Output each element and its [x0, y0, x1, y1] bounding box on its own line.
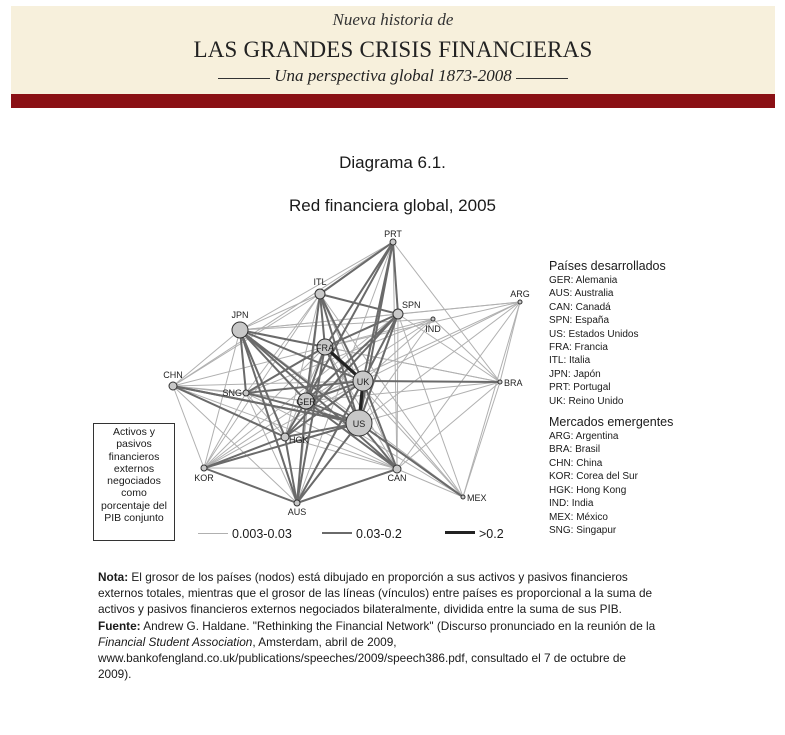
node-circle	[393, 309, 403, 319]
node-label: FRA	[316, 343, 334, 353]
emerging-legend-item: IND: India	[549, 498, 594, 510]
edge-medium-us-mex	[359, 423, 463, 497]
diagram-number: Diagrama 6.1.	[339, 153, 446, 172]
node-mex	[461, 493, 487, 503]
node-circle	[281, 433, 289, 441]
edge-medium-prt-itl	[320, 242, 393, 294]
edge-thin-bra-prt	[393, 242, 500, 382]
node-label: ARG	[510, 289, 530, 299]
node-prt	[384, 229, 402, 245]
measure-note-line: Activos y	[112, 426, 155, 438]
thick-line-swatch	[445, 531, 475, 534]
source-italic: Financial Student Association	[98, 634, 253, 649]
emerging-legend-item: KOR: Corea del Sur	[549, 471, 638, 483]
node-fra	[316, 339, 334, 355]
emerging-heading: Mercados emergentes	[549, 415, 674, 430]
measure-note-box	[93, 423, 175, 541]
node-circle	[201, 465, 207, 471]
thick-label: >0.2	[479, 527, 504, 541]
measure-note-line: externos	[113, 462, 155, 475]
node-label: MEX	[467, 493, 487, 503]
node-label: SNG	[222, 388, 242, 398]
measure-note-line: financieros	[108, 450, 160, 463]
node-label: KOR	[194, 473, 214, 483]
node-circle	[393, 465, 401, 473]
source-label: Fuente:	[98, 618, 141, 633]
node-label: SPN	[402, 300, 421, 310]
source-pre: Andrew G. Haldane. "Rethinking the Financial Network" (Discurso pronunciado en la reunión de la	[140, 618, 656, 633]
measure-note-line: PIB conjunto	[104, 512, 164, 525]
node-label: BRA	[504, 378, 523, 388]
node-label: ITL	[313, 277, 327, 287]
developed-legend-item: JPN: Japón	[549, 368, 601, 380]
header-subtitle-top: Nueva historia de	[332, 10, 454, 29]
developed-legend-item: UK: Reino Unido	[549, 395, 624, 407]
node-label: HGK	[289, 435, 309, 445]
weight-legend-medium	[322, 527, 402, 541]
thin-label: 0.003-0.03	[232, 527, 292, 541]
note-label: Nota:	[98, 570, 129, 584]
node-circle	[315, 289, 325, 299]
developed-list	[549, 274, 673, 408]
note-paragraph	[98, 569, 658, 618]
developed-legend-item: SPN: España	[549, 315, 610, 327]
node-circle	[232, 322, 248, 338]
developed-legend-item: CAN: Canadá	[549, 301, 611, 313]
node-label: US	[352, 419, 366, 429]
node-circle	[390, 239, 396, 245]
header-subtitle-text: Una perspectiva global 1873-2008	[274, 66, 512, 85]
node-circle	[169, 382, 177, 390]
measure-note-line: porcentaje del	[101, 499, 167, 512]
node-circle	[243, 390, 249, 396]
emerging-legend-item: BRA: Brasil	[549, 444, 601, 456]
node-label: PRT	[384, 229, 402, 239]
measure-note-line: negociados	[107, 475, 161, 488]
developed-legend-item: US: Estados Unidos	[549, 328, 639, 340]
node-label: CAN	[387, 473, 407, 483]
weight-legend-thin	[198, 527, 292, 541]
edge-thin-arg-uk	[363, 302, 520, 381]
developed-legend-item: FRA: Francia	[549, 342, 608, 354]
node-jpn	[231, 310, 248, 338]
node-itl	[313, 277, 326, 299]
diagram-title: Red financiera global, 2005	[289, 196, 496, 215]
emerging-legend-item: MEX: México	[549, 511, 608, 523]
edge-medium-uk-bra	[363, 381, 500, 382]
medium-label: 0.03-0.2	[356, 527, 402, 541]
medium-line-swatch	[322, 532, 352, 534]
edge-thin-mex-uk	[363, 381, 463, 497]
edge-thin-arg-mex	[463, 302, 520, 497]
node-can	[387, 465, 406, 483]
weight-legend-thick	[445, 527, 504, 541]
edge-thin-can-spn	[397, 314, 398, 469]
node-circle	[498, 380, 502, 384]
network-edges	[173, 242, 520, 503]
node-aus	[288, 500, 307, 517]
emerging-legend-item: HGK: Hong Kong	[549, 484, 627, 496]
measure-note-line: como	[121, 487, 147, 500]
node-circle	[461, 495, 465, 499]
node-label: UK	[356, 377, 370, 387]
node-circle	[518, 300, 522, 304]
emerging-list	[549, 430, 673, 537]
node-arg	[510, 289, 530, 304]
developed-legend-item: ITL: Italia	[549, 355, 591, 367]
source-post: , Amsterdam, abril de 2009, www.bankofengland.co.uk/publications/speeches/2009/speech386.pdf, consultado el 7 de octubre de 2009).	[98, 634, 626, 682]
node-circle	[294, 500, 300, 506]
edge-thin-bra-mex	[463, 382, 500, 497]
node-bra	[498, 378, 523, 388]
node-us	[346, 410, 372, 436]
edge-thin-mex-spn	[398, 314, 463, 497]
note-text: El grosor de los países (nodos) está dibujado en proporción a sus activos y pasivos financieros externos totales, mientras que el grosor de las líneas (vínculos) entre países es proporcional a la suma de activos y pasivos financieros externos negociados bilateralmente, dividida entre la suma de sus PIB.	[98, 570, 653, 617]
developed-heading: Países desarrollados	[549, 259, 666, 273]
node-label: IND	[425, 324, 441, 334]
node-label: JPN	[231, 310, 249, 320]
thin-line-swatch	[198, 533, 228, 534]
source-paragraph	[98, 618, 658, 683]
emerging-legend-item: ARG: Argentina	[549, 431, 619, 443]
emerging-legend-item: CHN: China	[549, 457, 603, 469]
footnote	[98, 569, 658, 682]
measure-note-line: pasivos	[116, 438, 152, 451]
developed-legend-item: AUS: Australia	[549, 288, 614, 300]
node-uk	[353, 371, 373, 391]
node-label: GER	[296, 397, 316, 407]
country-legend	[549, 259, 673, 537]
developed-legend-item: GER: Alemania	[549, 275, 618, 286]
header-title: LAS GRANDES CRISIS FINANCIERAS	[193, 37, 593, 62]
node-label: AUS	[287, 507, 307, 517]
developed-legend-item: PRT: Portugal	[549, 382, 611, 394]
node-label: CHN	[163, 370, 183, 380]
emerging-legend-item: SNG: Singapur	[549, 524, 617, 536]
node-circle	[431, 317, 435, 321]
